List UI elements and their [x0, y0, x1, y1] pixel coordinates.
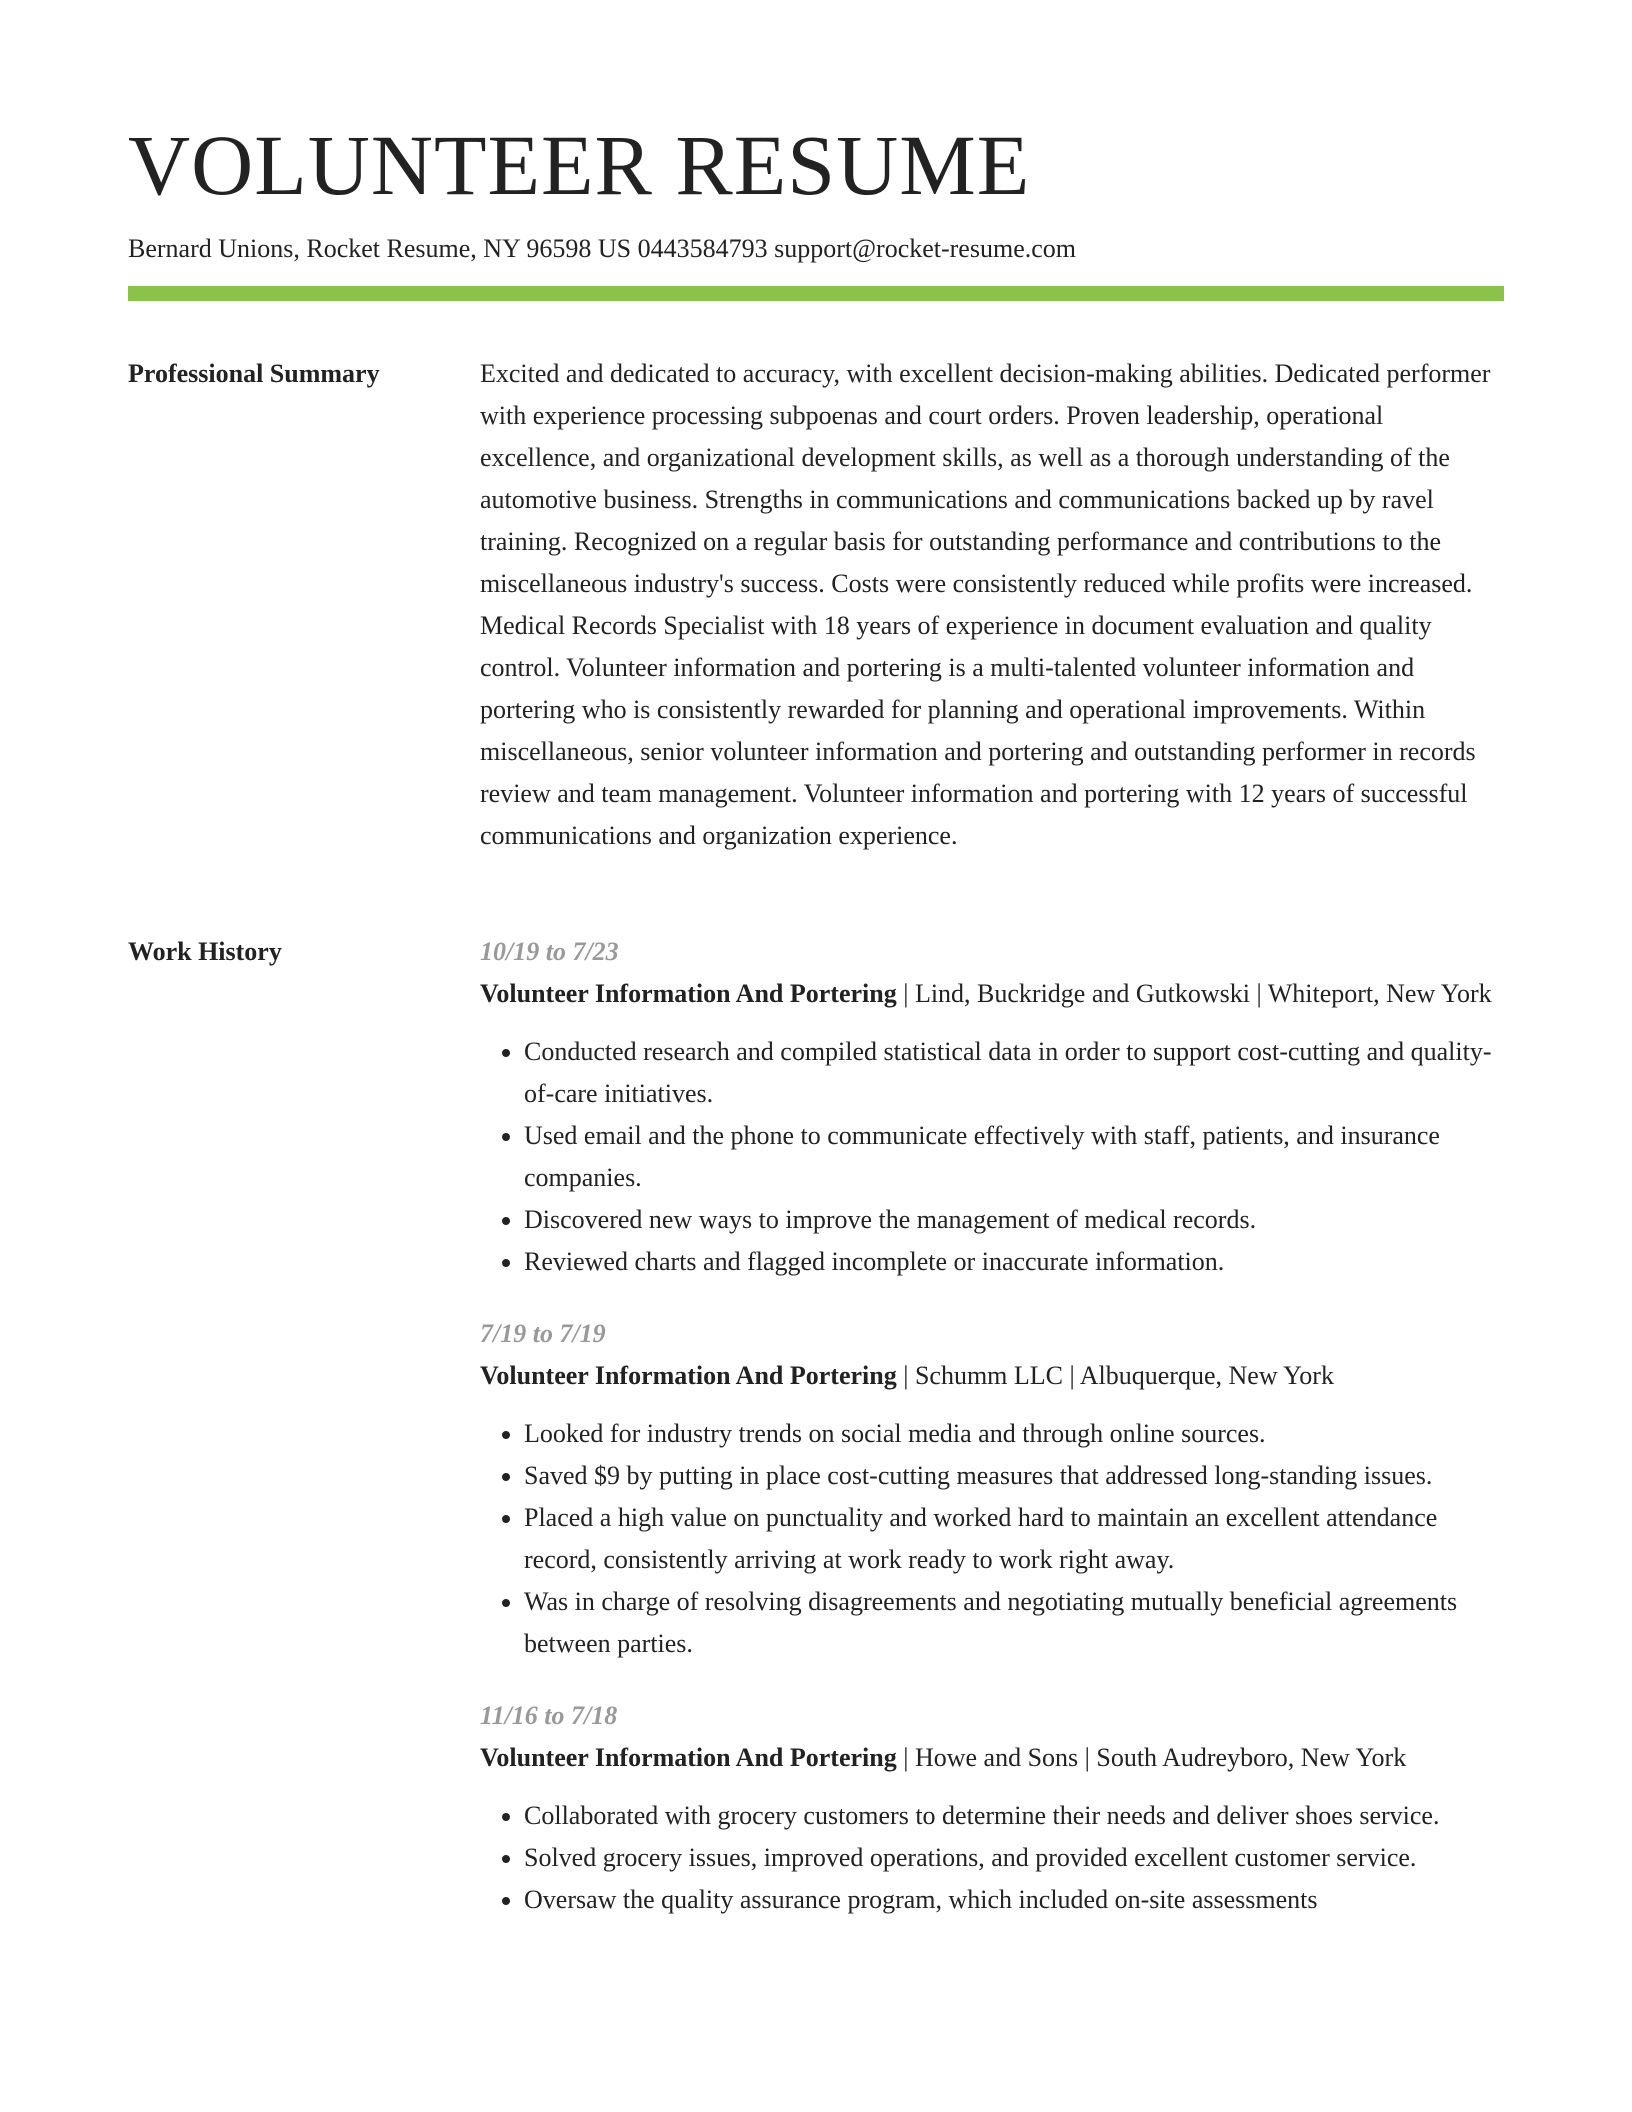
job-dates: 11/16 to 7/18	[480, 1701, 618, 1730]
job-bullets	[480, 1031, 1504, 1283]
section-heading-summary: Professional Summary	[128, 359, 380, 388]
job-bullet: • Used email and the phone to communicate effectively with staff, patients, and insurance companies.	[524, 1115, 1504, 1199]
job-bullets	[480, 1795, 1504, 1921]
job-heading	[480, 973, 1504, 1015]
work-history-body	[480, 931, 1504, 1951]
job-bullet: • Was in charge of resolving disagreements and negotiating mutually beneficial agreements between parties.	[524, 1581, 1504, 1665]
job-bullet: • Conducted research and compiled statistical data in order to support cost-cutting and quality-of-care initiatives.	[524, 1031, 1504, 1115]
job-title: Volunteer Information And Portering	[480, 1743, 897, 1772]
job-employer-location: | Howe and Sons | South Audreyboro, New York	[896, 1743, 1407, 1772]
resume-title: VOLUNTEER RESUME	[128, 117, 1031, 213]
job-dates: 10/19 to 7/23	[480, 937, 619, 966]
contact-line: Bernard Unions, Rocket Resume, NY 96598 US 0443584793 support@rocket-resume.com	[128, 234, 1076, 263]
job-bullets	[480, 1413, 1504, 1665]
job-bullet: • Saved $9 by putting in place cost-cutting measures that addressed long-standing issues.	[524, 1455, 1504, 1497]
job-bullet: • Collaborated with grocery customers to determine their needs and deliver shoes service.	[524, 1795, 1504, 1837]
job-bullet: • Reviewed charts and flagged incomplete or inaccurate information.	[524, 1241, 1504, 1283]
job-dates: 7/19 to 7/19	[480, 1319, 606, 1348]
job-bullet: • Placed a high value on punctuality and worked hard to maintain an excellent attendance record, consistently arriving at work ready to work right away.	[524, 1497, 1504, 1581]
job-employer-location: | Lind, Buckridge and Gutkowski | Whiteport, New York	[896, 979, 1492, 1008]
job-heading	[480, 1355, 1504, 1397]
job-bullet: • Looked for industry trends on social media and through online sources.	[524, 1413, 1504, 1455]
job-title: Volunteer Information And Portering	[480, 1361, 897, 1390]
job-heading	[480, 1737, 1504, 1779]
job-bullet: • Discovered new ways to improve the management of medical records.	[524, 1199, 1504, 1241]
job-title: Volunteer Information And Portering	[480, 979, 897, 1008]
job-entry	[480, 1695, 1504, 1921]
header-divider	[128, 286, 1504, 301]
job-entry	[480, 931, 1504, 1283]
section-heading-work-history: Work History	[128, 937, 282, 966]
job-employer-location: | Schumm LLC | Albuquerque, New York	[896, 1361, 1334, 1390]
summary-text: Excited and dedicated to accuracy, with excellent decision-making abilities. Dedicated performer with experience processing subpoenas and court orders. Proven leadership, operational excellence, and organizational development skills, as well as a thorough understanding of the automotive business. Strengths in communications and communications backed up by ravel training. Recognized on a regular basis for outstanding performance and contributions to the miscellaneous industry's success. Costs were consistently reduced while profits were increased. Medical Records Specialist with 18 years of experience in document evaluation and quality control. Volunteer information and portering is a multi-talented volunteer information and portering who is consistently rewarded for planning and operational improvements. Within miscellaneous, senior volunteer information and portering and outstanding performer in records review and team management. Volunteer information and portering with 12 years of successful communications and organization experience.	[480, 359, 1491, 850]
summary-body	[480, 353, 1504, 857]
job-bullet: • Solved grocery issues, improved operations, and provided excellent customer service.	[524, 1837, 1504, 1879]
job-bullet: • Oversaw the quality assurance program, which included on-site assessments	[524, 1879, 1504, 1921]
job-entry	[480, 1313, 1504, 1665]
